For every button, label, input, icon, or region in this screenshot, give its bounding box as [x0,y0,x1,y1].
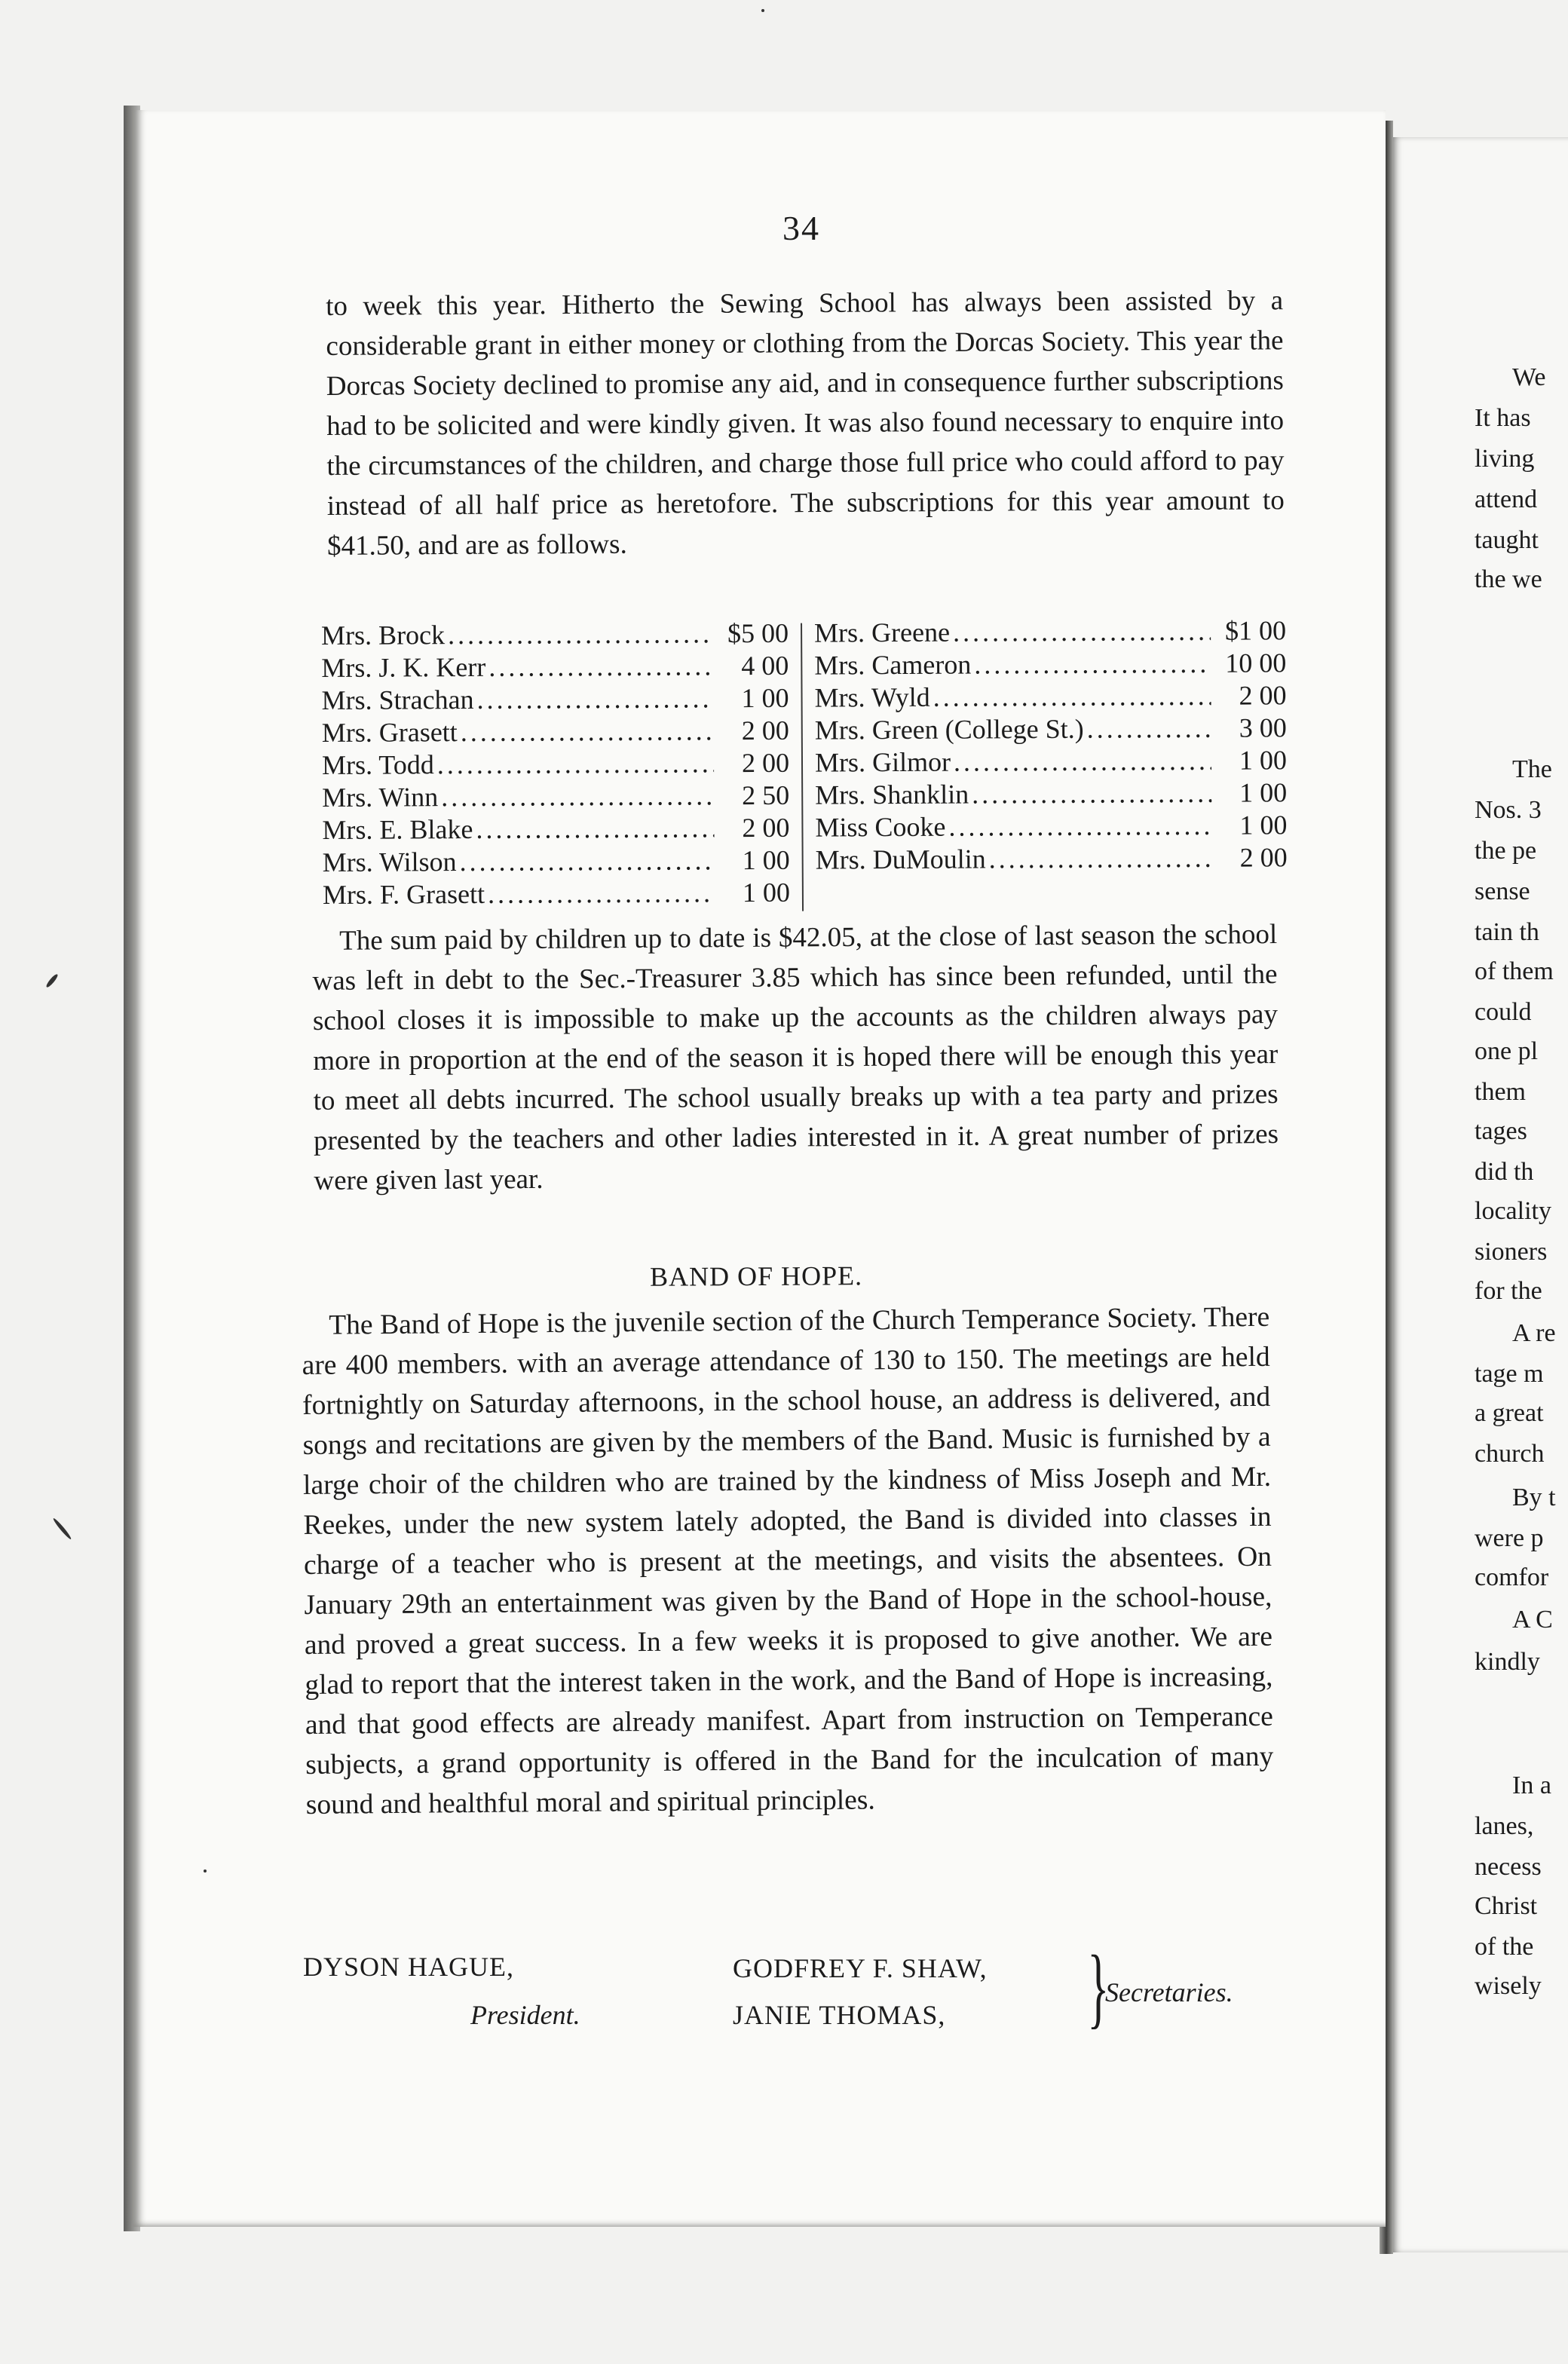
president-name: DYSON HAGUE, [303,1952,514,1982]
facing-page-line: did th [1475,1158,1534,1186]
subscriber-name: Mrs. Grasett [321,717,458,748]
leader-dots [485,877,715,911]
subscription-amount: $5 00 [727,617,789,649]
subscriber-name: Mrs. Cameron [814,649,972,681]
subscriber-name: Mrs. J. K. Kerr [321,651,486,683]
facing-page-line: living [1475,445,1535,473]
facing-page-line: sense [1475,877,1530,905]
leader-dots [950,615,1211,649]
subscription-row [815,712,1287,746]
facing-page-line: taught [1475,526,1539,554]
facing-page-line: kindly [1475,1648,1540,1676]
subscriptions-column-left [321,617,790,911]
sum-paid-text: The sum paid by children up to date is $42.05, at the close of last season the school was left in debt to the Sec.-Treasurer 3.85 which has since been refunded, until the school closes it is impossible to make up the accounts as the children always pay more in proportion at the end of the season it is hoped there will be enough this year to meet all debts incurred. The school usually breaks up with a tea party and prizes presented by the teachers and other ladies interested in it. A great number of prizes were given last year. [312,919,1279,1196]
facing-page-line: one pl [1475,1037,1539,1065]
leader-dots [458,715,714,749]
facing-page-line: comfor [1475,1563,1549,1591]
facing-page-line: By t [1512,1484,1556,1511]
facing-page-line: could [1475,998,1532,1026]
leader-dots [434,747,714,781]
leader-dots [485,650,713,684]
facing-page-line: a great [1475,1399,1544,1427]
subscription-amount: 2 00 [741,747,790,779]
subscriber-name: Mrs. Todd [321,749,434,780]
subscriber-name: Mrs. F. Grasett [322,878,485,910]
facing-page-line: sioners [1475,1238,1548,1266]
subscription-amount: 1 00 [1239,777,1288,808]
leader-dots [971,648,1211,681]
facing-page-line: wisely [1475,1972,1542,2000]
facing-page-line: tages [1475,1117,1527,1145]
facing-page-line: The [1512,755,1552,783]
subscriptions-column-right [814,614,1288,876]
facing-page-line: necess [1475,1853,1542,1881]
leader-dots [951,745,1211,779]
subscription-row [814,614,1286,649]
subscription-row [321,682,789,717]
leader-dots [969,777,1211,811]
subscription-amount: 10 00 [1225,648,1287,678]
subscription-amount: 4 00 [741,650,789,681]
subscriber-name: Mrs. Wyld [814,681,930,713]
leader-dots [930,680,1211,714]
subscription-amount: 1 00 [1239,745,1288,776]
facing-page-line: lanes, [1475,1812,1534,1840]
subscriber-name: Mrs. Shanklin [815,779,969,810]
facing-page-line: the pe [1475,837,1537,865]
subscriber-name: Mrs. Strachan [321,684,474,715]
sum-paid-paragraph [312,914,1279,1201]
facing-page-line: attend [1475,485,1538,513]
facing-page-line: We [1512,363,1546,391]
subscription-row [321,617,789,652]
facing-page-line: for the [1475,1277,1542,1305]
secretary-name-2: JANIE THOMAS, [733,2000,946,2030]
subscription-amount: 3 00 [1239,712,1287,743]
subscription-row [322,715,789,749]
subscriber-name: Mrs. Green (College St.) [814,713,1084,746]
subscription-row [321,650,789,684]
band-of-hope-paragraph [302,1297,1274,1825]
facing-page-line: Nos. 3 [1475,796,1542,824]
secretaries-brace: } [1087,1937,1110,2037]
facing-page-text [1475,354,1568,2043]
facing-page-line: tage m [1475,1360,1544,1388]
subscription-row [816,841,1288,876]
subscription-amount: $1 00 [1224,615,1287,646]
secretary-name-1: GODFREY F. SHAW, [733,1953,988,1983]
secretaries-title: Secretaries. [1105,1977,1233,2007]
leader-dots [445,617,713,651]
subscriber-name: Mrs. DuMoulin [815,844,986,875]
facing-page-line: tain th [1475,918,1539,946]
leader-dots [438,779,714,813]
subscription-amount: 2 00 [742,812,790,844]
subscription-amount: 1 00 [1239,810,1288,841]
facing-page-line: were p [1475,1524,1544,1552]
leader-dots [473,682,713,716]
subscription-row [322,747,789,782]
subscriber-name: Miss Cooke [815,811,946,843]
facing-page-line: In a [1512,1771,1551,1799]
subscription-row [322,812,789,847]
sewing-school-paragraph: to week this year. Hitherto the Sewing School has always been assisted by a considerable grant in either money or clothing from the Dorcas Society. This year the Dorcas Society declined to promise any aid, and in consequence further subscriptions had to be solicited and were kindly given. It was also found necessary to enquire into the circumstances of the children, and charge those full price who could afford to pay instead of all half price as heretofore. The subscriptions for this year amount to $41.50, and are as follows. [326,285,1285,562]
subscriber-name: Mrs. Brock [321,620,446,651]
facing-page-line: of the [1475,1933,1534,1961]
facing-page-line: them [1475,1078,1526,1106]
band-of-hope-heading: BAND OF HOPE. [649,1260,863,1292]
subscription-row [814,647,1286,681]
subscription-amount: 2 00 [1239,842,1288,873]
subscription-amount: 2 00 [1239,680,1287,711]
subscription-row [323,844,790,879]
subscriber-name: Mrs. Winn [322,782,439,813]
subscriber-name: Mrs. Gilmor [814,746,951,778]
facing-page-line: Christ [1475,1892,1538,1920]
subscription-row [323,877,790,911]
subscription-row [815,809,1287,844]
subscription-amount: 2 50 [742,779,790,811]
leader-dots [473,812,714,846]
facing-page-line: locality [1475,1197,1551,1225]
scan-speck [204,1869,207,1873]
subscription-amount: 1 00 [742,877,791,908]
page-number: 34 [782,209,820,247]
subscription-amount: 2 00 [741,715,789,746]
subscriber-name: Mrs. Greene [813,617,951,648]
facing-page-line: A C [1512,1606,1553,1634]
subscription-row [815,776,1287,811]
subscription-row [322,779,789,814]
leader-dots [945,810,1211,844]
subscription-row [815,744,1287,779]
subscription-amount: 1 00 [741,682,789,714]
subscriber-name: Mrs. E. Blake [322,813,473,845]
facing-page-line: A re [1512,1319,1556,1347]
scan-speck [761,9,764,12]
subscription-row [814,679,1286,714]
leader-dots [986,842,1212,876]
leader-dots [456,844,714,878]
president-title: President. [470,2000,580,2030]
subscriber-name: Mrs. Wilson [322,847,457,877]
leader-dots [1084,712,1211,746]
band-of-hope-text: The Band of Hope is the juvenile section of the Church Temperance Society. There are 400 members. with an average attendance of 130 to 150. The meetings are held fortnightly on Saturday afternoons, in the school house, an address is delivered, and songs and recitations are given by the members of the Band. Music is furnished by a large choir of the children who are trained by the kindness of Miss Joseph and Mr. Reekes, under the new system lately adopted, the Band is divided into classes in charge of a teacher who is present at the meetings, and visits the absentees. On January 29th an entertainment was given by the Band of Hope in the school-house, and proved a great success. In a few weeks it is proposed to give another. We are glad to report that the interest taken in the work, and the Band of Hope is increasing, and that good effects are already manifest. Apart from instruction on Temperance subjects, a grand opportunity is offered in the Band for the inculcation of many sound and healthful moral and spiritual principles. [302,1301,1274,1820]
subscription-amount: 1 00 [742,844,790,876]
facing-page-line: It has [1475,404,1531,432]
facing-page-line: of them [1475,957,1554,985]
facing-page-line: the we [1475,565,1542,593]
facing-page-line: church [1475,1440,1545,1468]
